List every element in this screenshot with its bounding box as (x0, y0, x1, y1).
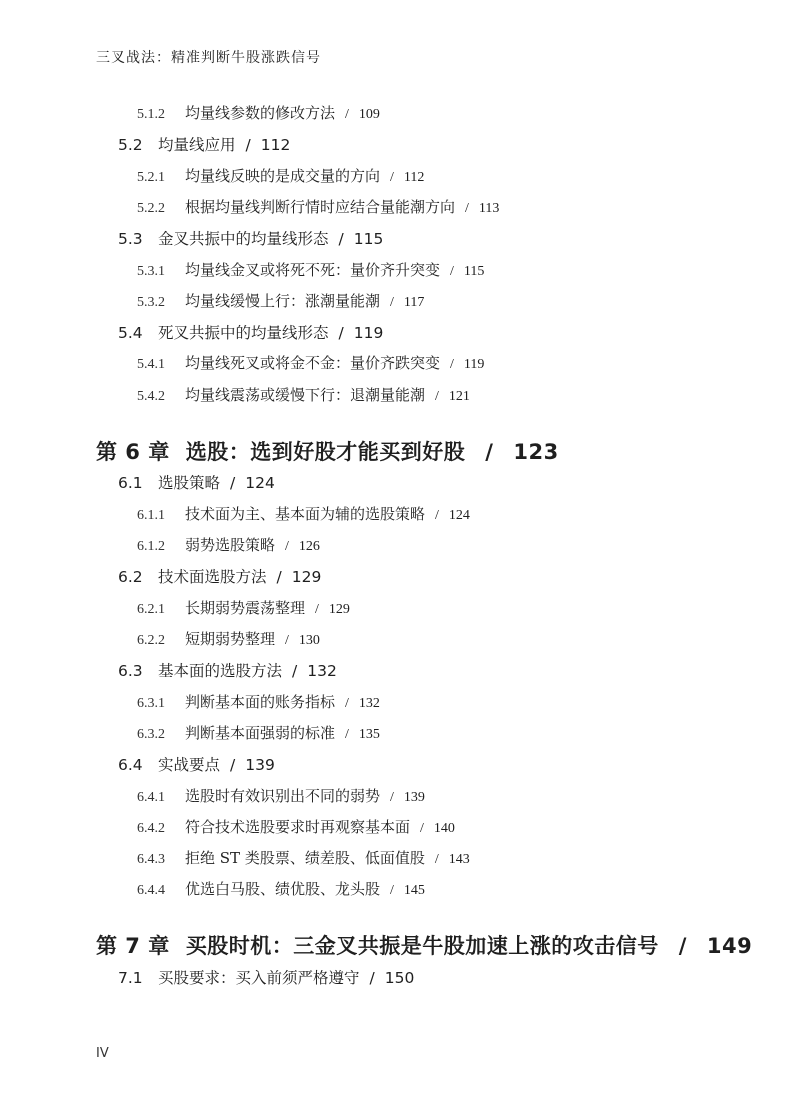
running-header: 三叉战法：精准判断牛股涨跌信号 (96, 50, 321, 66)
entry-separator: / (390, 295, 394, 310)
entry-number: 5.2 (118, 136, 143, 154)
entry-page: 119 (353, 324, 384, 342)
entry-title: 基本面的选股方法 (158, 662, 283, 680)
toc-entry (118, 227, 383, 249)
entry-number: 6.4.3 (137, 852, 165, 867)
toc-entry (137, 597, 350, 618)
toc-entry (137, 534, 320, 555)
entry-number: 6.2.1 (137, 602, 165, 617)
chapter-number: 第 6 章 (96, 440, 170, 464)
entry-page: 150 (384, 969, 415, 987)
entry-separator: / (390, 790, 394, 805)
entry-title: 长期弱势震荡整理 (185, 599, 306, 617)
toc-entry (137, 259, 484, 280)
entry-separator: / (369, 969, 375, 987)
toc-entry (137, 816, 455, 837)
entry-separator: / (390, 883, 394, 898)
chapter-title: 买股时机：三金叉共振是牛股加速上涨的攻击信号 (185, 934, 659, 958)
entry-page: 115 (353, 230, 384, 248)
entry-separator: / (315, 602, 319, 617)
entry-number: 6.4 (118, 756, 143, 774)
toc-entry (137, 196, 499, 217)
entry-title: 均量线应用 (158, 136, 236, 154)
entry-number: 6.4.2 (137, 821, 165, 836)
entry-page: 145 (403, 883, 425, 898)
entry-page: 129 (328, 602, 350, 617)
chapter-heading (96, 930, 752, 960)
entry-separator: / (276, 568, 282, 586)
toc-entry (137, 722, 380, 743)
toc-entry (137, 102, 380, 123)
toc-entry (137, 785, 425, 806)
entry-page: 117 (403, 295, 425, 310)
entry-page: 140 (433, 821, 455, 836)
entry-title: 优选白马股、绩优股、龙头股 (185, 880, 381, 898)
entry-number: 6.4.4 (137, 883, 165, 898)
entry-title: 均量线震荡或缓慢下行：退潮量能潮 (185, 386, 426, 404)
entry-separator: / (465, 201, 469, 216)
entry-number: 6.2.2 (137, 633, 165, 648)
entry-number: 5.3.1 (137, 264, 165, 279)
entry-number: 5.1.2 (137, 107, 165, 122)
toc-entry (137, 503, 470, 524)
toc-entry (137, 290, 424, 311)
toc-entry (137, 165, 424, 186)
entry-separator: / (345, 727, 349, 742)
entry-number: 5.2.1 (137, 170, 165, 185)
toc-entry (118, 966, 414, 988)
entry-separator: / (485, 440, 494, 464)
entry-separator: / (345, 696, 349, 711)
toc-entry (118, 753, 275, 775)
entry-separator: / (420, 821, 424, 836)
entry-page: 112 (403, 170, 425, 185)
entry-separator: / (678, 934, 687, 958)
entry-title: 均量线缓慢上行：涨潮量能潮 (185, 292, 381, 310)
entry-page: 132 (307, 662, 337, 680)
entry-number: 5.4.2 (137, 389, 165, 404)
entry-separator: / (292, 662, 298, 680)
entry-number: 5.4 (118, 324, 143, 342)
toc-entry (137, 847, 470, 868)
entry-separator: / (345, 107, 349, 122)
entry-page: 129 (291, 568, 322, 586)
entry-page: 139 (403, 790, 425, 805)
entry-title: 判断基本面的账务指标 (185, 693, 336, 711)
entry-title: 弱势选股策略 (185, 536, 276, 554)
entry-page: 115 (463, 264, 485, 279)
entry-title: 判断基本面强弱的标准 (185, 724, 336, 742)
toc-entry (137, 352, 484, 373)
toc-entry (118, 321, 383, 343)
entry-separator: / (450, 357, 454, 372)
toc-entry (137, 628, 320, 649)
entry-separator: / (390, 170, 394, 185)
entry-number: 5.3 (118, 230, 143, 248)
toc-entry (137, 691, 380, 712)
entry-title: 选股时有效识别出不同的弱势 (185, 787, 381, 805)
chapter-title: 选股：选到好股才能买到好股 (185, 440, 466, 464)
entry-separator: / (435, 508, 439, 523)
entry-number: 6.3.2 (137, 727, 165, 742)
toc-entry (118, 565, 321, 587)
entry-separator: / (285, 539, 289, 554)
entry-page: 113 (478, 201, 500, 216)
toc-entry (137, 878, 425, 899)
entry-page: 109 (358, 107, 380, 122)
entry-number: 5.4.1 (137, 357, 165, 372)
entry-page: 126 (298, 539, 320, 554)
entry-separator: / (245, 136, 251, 154)
toc-entry (118, 133, 290, 155)
entry-number: 5.2.2 (137, 201, 165, 216)
entry-number: 6.1.2 (137, 539, 165, 554)
entry-separator: / (435, 389, 439, 404)
page-number: IV (96, 1046, 109, 1061)
entry-separator: / (338, 230, 344, 248)
entry-title: 实战要点 (158, 756, 221, 774)
entry-separator: / (450, 264, 454, 279)
entry-title: 均量线死叉或将金不金：量价齐跌突变 (185, 354, 441, 372)
entry-title: 金叉共振中的均量线形态 (158, 230, 329, 248)
entry-number: 6.2 (118, 568, 143, 586)
entry-title: 技术面选股方法 (158, 568, 267, 586)
entry-title: 技术面为主、基本面为辅的选股策略 (185, 505, 426, 523)
entry-title: 选股策略 (158, 474, 221, 492)
entry-title: 死叉共振中的均量线形态 (158, 324, 329, 342)
chapter-page: 149 (706, 934, 753, 958)
entry-page: 132 (358, 696, 380, 711)
entry-page: 139 (245, 756, 275, 774)
entry-title: 短期弱势整理 (185, 630, 276, 648)
entry-page: 119 (463, 357, 485, 372)
toc-entry (118, 471, 275, 493)
entry-page: 143 (448, 852, 470, 867)
entry-page: 124 (245, 474, 275, 492)
entry-title: 均量线金叉或将死不死：量价齐升突变 (185, 261, 441, 279)
entry-separator: / (285, 633, 289, 648)
entry-title: 均量线参数的修改方法 (185, 104, 336, 122)
entry-separator: / (434, 852, 439, 867)
entry-number: 6.1 (118, 474, 143, 492)
chapter-number: 第 7 章 (96, 934, 170, 958)
entry-page: 124 (448, 508, 470, 523)
entry-title: 拒绝 ST 类股票、绩差股、低面值股 (185, 849, 425, 867)
entry-title: 根据均量线判断行情时应结合量能潮方向 (185, 198, 456, 216)
entry-separator: / (338, 324, 344, 342)
entry-title: 符合技术选股要求时再观察基本面 (185, 818, 411, 836)
entry-page: 130 (298, 633, 320, 648)
toc-entry (118, 659, 337, 681)
chapter-heading (96, 436, 559, 466)
entry-number: 6.3.1 (137, 696, 165, 711)
entry-page: 135 (358, 727, 380, 742)
chapter-page: 123 (513, 440, 559, 464)
entry-number: 6.3 (118, 662, 143, 680)
entry-page: 112 (260, 136, 291, 154)
entry-title: 均量线反映的是成交量的方向 (185, 167, 381, 185)
toc-entry (137, 384, 470, 405)
entry-title: 买股要求：买入前须严格遵守 (158, 969, 360, 987)
entry-number: 6.1.1 (137, 508, 165, 523)
entry-number: 7.1 (118, 969, 143, 987)
entry-separator: / (230, 474, 236, 492)
entry-number: 5.3.2 (137, 295, 165, 310)
entry-page: 121 (448, 389, 470, 404)
entry-number: 6.4.1 (137, 790, 165, 805)
entry-separator: / (230, 756, 236, 774)
